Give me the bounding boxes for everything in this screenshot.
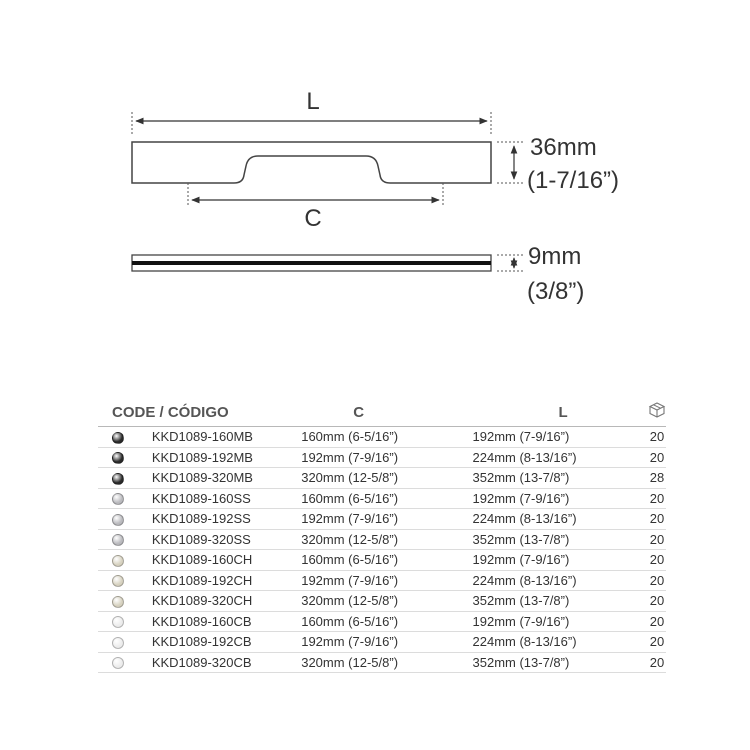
- table-row: [98, 550, 666, 571]
- product-code: KKD1089-160CH: [152, 550, 301, 571]
- pack-quantity: 20: [648, 652, 666, 673]
- overall-length: 192mm (7-9/16”): [473, 611, 649, 632]
- overall-length: 352mm (13-7/8”): [473, 652, 649, 673]
- pack-quantity: 20: [648, 509, 666, 530]
- table-row: [98, 652, 666, 673]
- finish-swatch-cell: [98, 488, 152, 509]
- code-header: CODE / CÓDIGO: [98, 398, 301, 427]
- finish-swatch-cell: [98, 509, 152, 530]
- center-label: C: [304, 205, 322, 232]
- product-code: KKD1089-192CB: [152, 632, 301, 653]
- center-distance: 192mm (7-9/16”): [301, 570, 472, 591]
- spec-table: [98, 398, 666, 673]
- pack-quantity: 20: [648, 488, 666, 509]
- product-code: KKD1089-160CB: [152, 611, 301, 632]
- length-label: L: [306, 88, 320, 115]
- handle-front-view: [132, 142, 491, 183]
- center-distance: 160mm (6-5/16”): [301, 488, 472, 509]
- finish-swatch-icon: [112, 555, 124, 567]
- center-distance: 160mm (6-5/16”): [301, 427, 472, 448]
- finish-swatch-icon: [112, 575, 124, 587]
- center-distance: 320mm (12-5/8”): [301, 591, 472, 612]
- finish-swatch-icon: [112, 657, 124, 669]
- product-code: KKD1089-160MB: [152, 427, 301, 448]
- table-row: [98, 488, 666, 509]
- overall-length: 192mm (7-9/16”): [473, 488, 649, 509]
- product-code: KKD1089-192CH: [152, 570, 301, 591]
- center-distance: 192mm (7-9/16”): [301, 632, 472, 653]
- table-row: [98, 632, 666, 653]
- pack-quantity: 20: [648, 632, 666, 653]
- overall-length: 352mm (13-7/8”): [473, 529, 649, 550]
- finish-swatch-cell: [98, 447, 152, 468]
- height-in-label: (1-7/16”): [527, 167, 620, 194]
- pack-quantity: 20: [648, 591, 666, 612]
- center-distance: 192mm (7-9/16”): [301, 509, 472, 530]
- thickness-dimension: [497, 243, 584, 305]
- l-header: L: [473, 398, 649, 427]
- overall-length: 192mm (7-9/16”): [473, 550, 649, 571]
- finish-swatch-cell: [98, 529, 152, 550]
- finish-swatch-cell: [98, 632, 152, 653]
- center-distance: 320mm (12-5/8”): [301, 652, 472, 673]
- finish-swatch-cell: [98, 550, 152, 571]
- pack-quantity: 20: [648, 529, 666, 550]
- table-row: [98, 447, 666, 468]
- product-code: KKD1089-320CH: [152, 591, 301, 612]
- pack-quantity: 20: [648, 611, 666, 632]
- table-row: [98, 570, 666, 591]
- overall-length: 352mm (13-7/8”): [473, 468, 649, 489]
- product-code: KKD1089-320CB: [152, 652, 301, 673]
- finish-swatch-icon: [112, 452, 124, 464]
- table-row: [98, 611, 666, 632]
- finish-swatch-cell: [98, 652, 152, 673]
- finish-swatch-icon: [112, 432, 124, 444]
- center-distance: 160mm (6-5/16”): [301, 550, 472, 571]
- thickness-mm-label: 9mm: [528, 243, 582, 270]
- table-row: [98, 591, 666, 612]
- table-row: [98, 509, 666, 530]
- finish-swatch-icon: [112, 616, 124, 628]
- table-row: [98, 529, 666, 550]
- product-code: KKD1089-160SS: [152, 488, 301, 509]
- table-row: [98, 468, 666, 489]
- finish-swatch-cell: [98, 611, 152, 632]
- pack-quantity: 20: [648, 447, 666, 468]
- box-icon: [648, 398, 666, 427]
- center-distance: 320mm (12-5/8”): [301, 529, 472, 550]
- finish-swatch-icon: [112, 596, 124, 608]
- finish-swatch-cell: [98, 570, 152, 591]
- finish-swatch-cell: [98, 591, 152, 612]
- pack-quantity: 28: [648, 468, 666, 489]
- center-distance: 192mm (7-9/16”): [301, 447, 472, 468]
- finish-swatch-icon: [112, 637, 124, 649]
- product-code: KKD1089-320SS: [152, 529, 301, 550]
- overall-length: 224mm (8-13/16”): [473, 509, 649, 530]
- finish-swatch-icon: [112, 514, 124, 526]
- height-mm-label: 36mm: [530, 134, 597, 161]
- overall-length: 224mm (8-13/16”): [473, 570, 649, 591]
- center-distance: 320mm (12-5/8”): [301, 468, 472, 489]
- handle-top-view: [132, 255, 491, 271]
- pack-quantity: 20: [648, 550, 666, 571]
- finish-swatch-cell: [98, 427, 152, 448]
- thickness-in-label: (3/8”): [527, 278, 585, 305]
- finish-swatch-icon: [112, 534, 124, 546]
- finish-swatch-icon: [112, 473, 124, 485]
- overall-length: 224mm (8-13/16”): [473, 447, 649, 468]
- pack-quantity: 20: [648, 570, 666, 591]
- center-distance: 160mm (6-5/16”): [301, 611, 472, 632]
- product-code: KKD1089-192MB: [152, 447, 301, 468]
- finish-swatch-icon: [112, 493, 124, 505]
- height-dimension: [497, 134, 619, 194]
- product-code: KKD1089-192SS: [152, 509, 301, 530]
- table-header-row: [98, 398, 666, 427]
- pack-quantity: 20: [648, 427, 666, 448]
- finish-swatch-cell: [98, 468, 152, 489]
- overall-length: 352mm (13-7/8”): [473, 591, 649, 612]
- center-dimension: [188, 183, 443, 232]
- overall-length: 224mm (8-13/16”): [473, 632, 649, 653]
- overall-length: 192mm (7-9/16”): [473, 427, 649, 448]
- table-row: [98, 427, 666, 448]
- product-code: KKD1089-320MB: [152, 468, 301, 489]
- length-dimension: [132, 88, 491, 134]
- c-header: C: [301, 398, 472, 427]
